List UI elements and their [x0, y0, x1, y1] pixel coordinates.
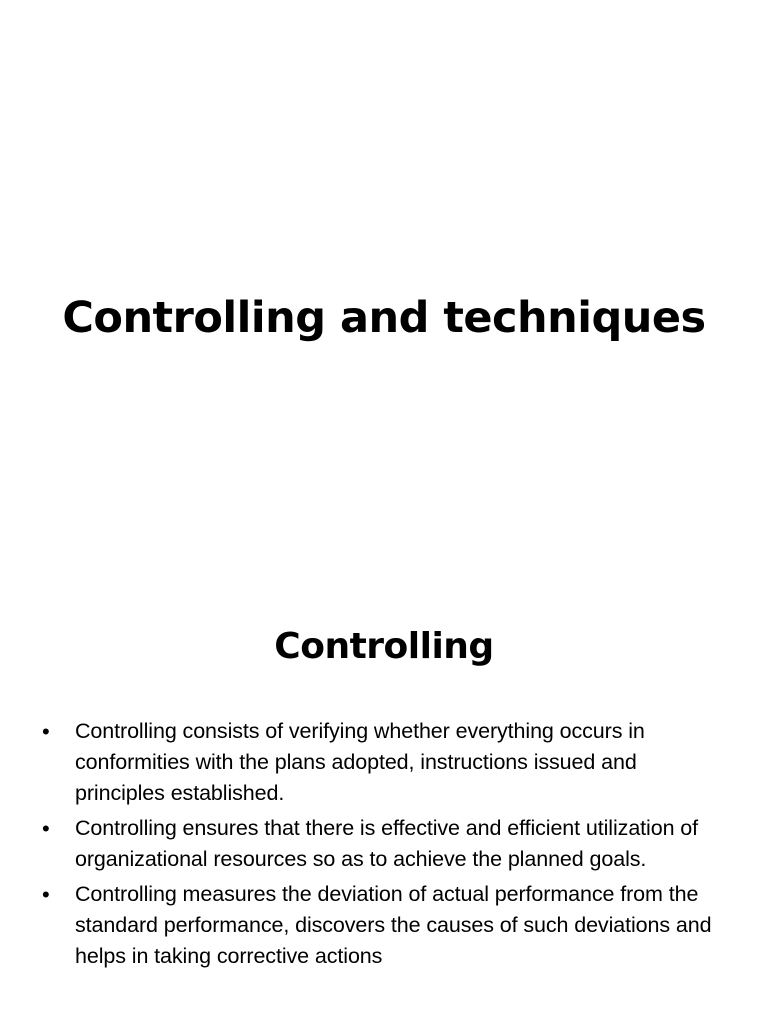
presentation-title: Controlling and techniques	[62, 293, 706, 343]
list-item	[42, 813, 732, 875]
slide-heading: Controlling	[274, 626, 494, 667]
content-slide	[0, 576, 768, 1024]
bullet-list	[42, 716, 732, 976]
bullet-icon: •	[42, 719, 50, 744]
bullet-text: Controlling measures the deviation of actual performance from the standard performance, discovers the causes of such deviations and helps in taking corrective actions	[75, 882, 712, 968]
list-item	[42, 879, 732, 972]
list-item	[42, 716, 732, 809]
bullet-text: Controlling ensures that there is effective and efficient utilization of organizational resources so as to achieve the planned goals.	[75, 816, 699, 871]
bullet-text: Controlling consists of verifying whether everything occurs in conformities with the plans adopted, instructions issued and principles established.	[75, 719, 645, 805]
bullet-icon: •	[42, 882, 50, 907]
bullet-icon: •	[42, 816, 50, 841]
